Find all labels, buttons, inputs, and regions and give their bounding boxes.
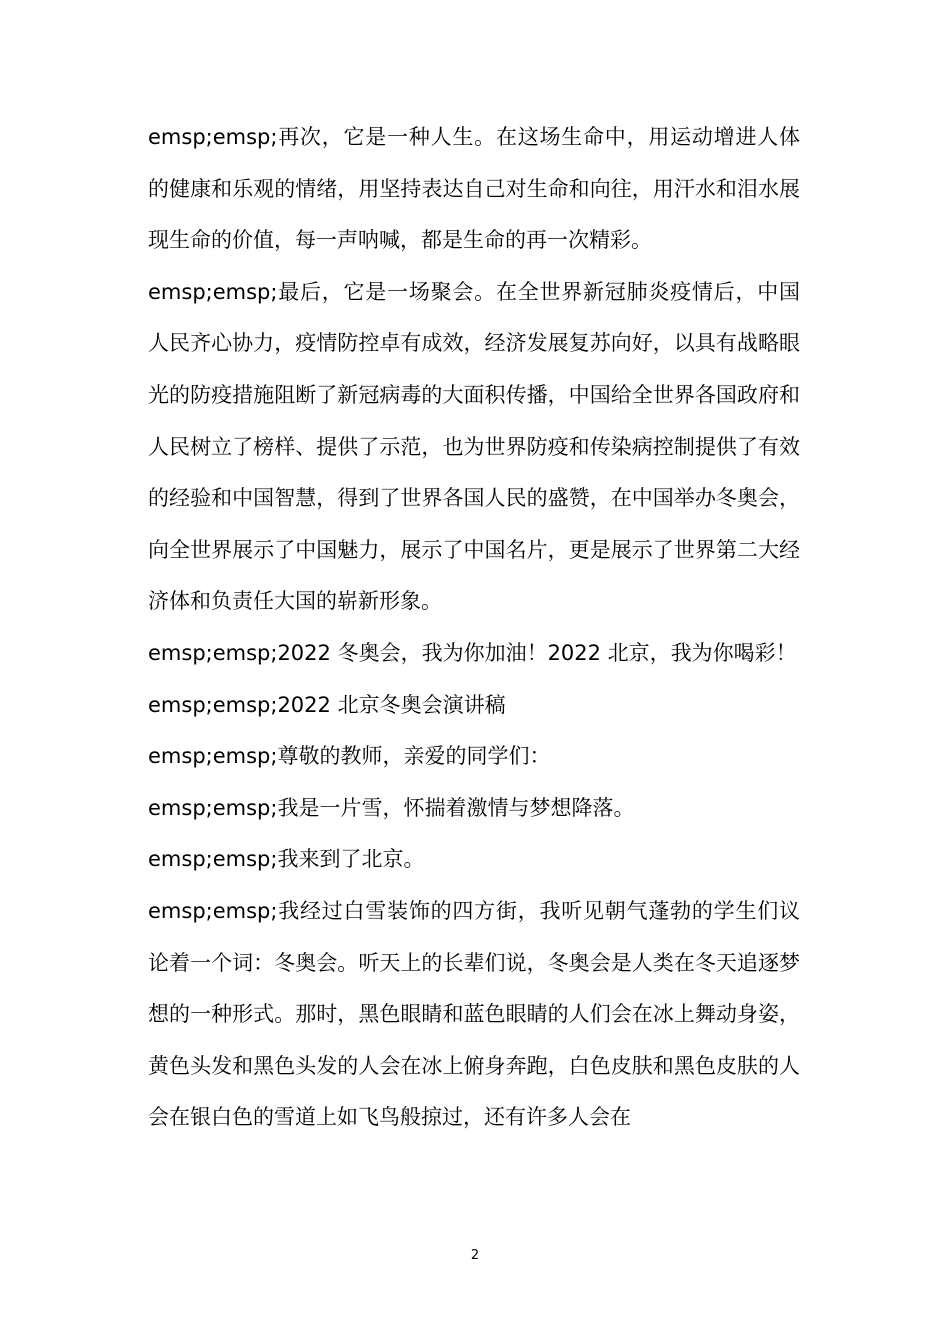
paragraph-cheer-2022: emsp;emsp;2022 冬奥会，我为你加油！2022 北京，我为你喝彩！ (148, 640, 797, 665)
paragraph-again-a-life: emsp;emsp;再次，它是一种人生。在这场生命中，用运动增进人体的健康和乐观的情绪，用坚持表达自己对生命和向往，用汗水和泪水展现生命的价值，每一声呐喊，都是生命的再一次精彩。 (148, 125, 800, 253)
paragraph-greeting: emsp;emsp;尊敬的教师，亲爱的同学们： (148, 744, 551, 769)
page-number: 2 (470, 1248, 480, 1263)
paragraph-finally-a-gathering: emsp;emsp;最后，它是一场聚会。在全世界新冠肺炎疫情后，中国人民齐心协力，疫情防控卓有成效，经济发展复苏向好，以具有战略眼光的防疫措施阻断了新冠病毒的大面积传播，中国给全世界各国政府和人民树立了榜样、提供了示范，也为世界防疫和传染病控制提供了有效的经验和中国智慧，得到了世界各国人民的盛赞，在中国举办冬奥会，向全世界展示了中国魅力，展示了中国名片，更是展示了世界第二大经济体和负责任大国的崭新形象。 (148, 279, 800, 614)
document-body (148, 112, 800, 1144)
paragraph-speech-title: emsp;emsp;2022 北京冬奥会演讲稿 (148, 692, 506, 717)
paragraph-snowflake: emsp;emsp;我是一片雪，怀揣着激情与梦想降落。 (148, 795, 635, 820)
paragraph-sifang-street: emsp;emsp;我经过白雪装饰的四方街，我听见朝气蓬勃的学生们议论着一个词：冬奥会。听天上的长辈们说，冬奥会是人类在冬天追逐梦想的一种形式。那时，黑色眼睛和蓝色眼睛的人们会在冰上舞动身姿，黄色头发和黑色头发的人会在冰上俯身奔跑，白色皮肤和黑色皮肤的人会在银白色的雪道上如飞鸟般掠过，还有许多人会在 (148, 898, 800, 1130)
paragraph-came-to-beijing: emsp;emsp;我来到了北京。 (148, 847, 425, 872)
